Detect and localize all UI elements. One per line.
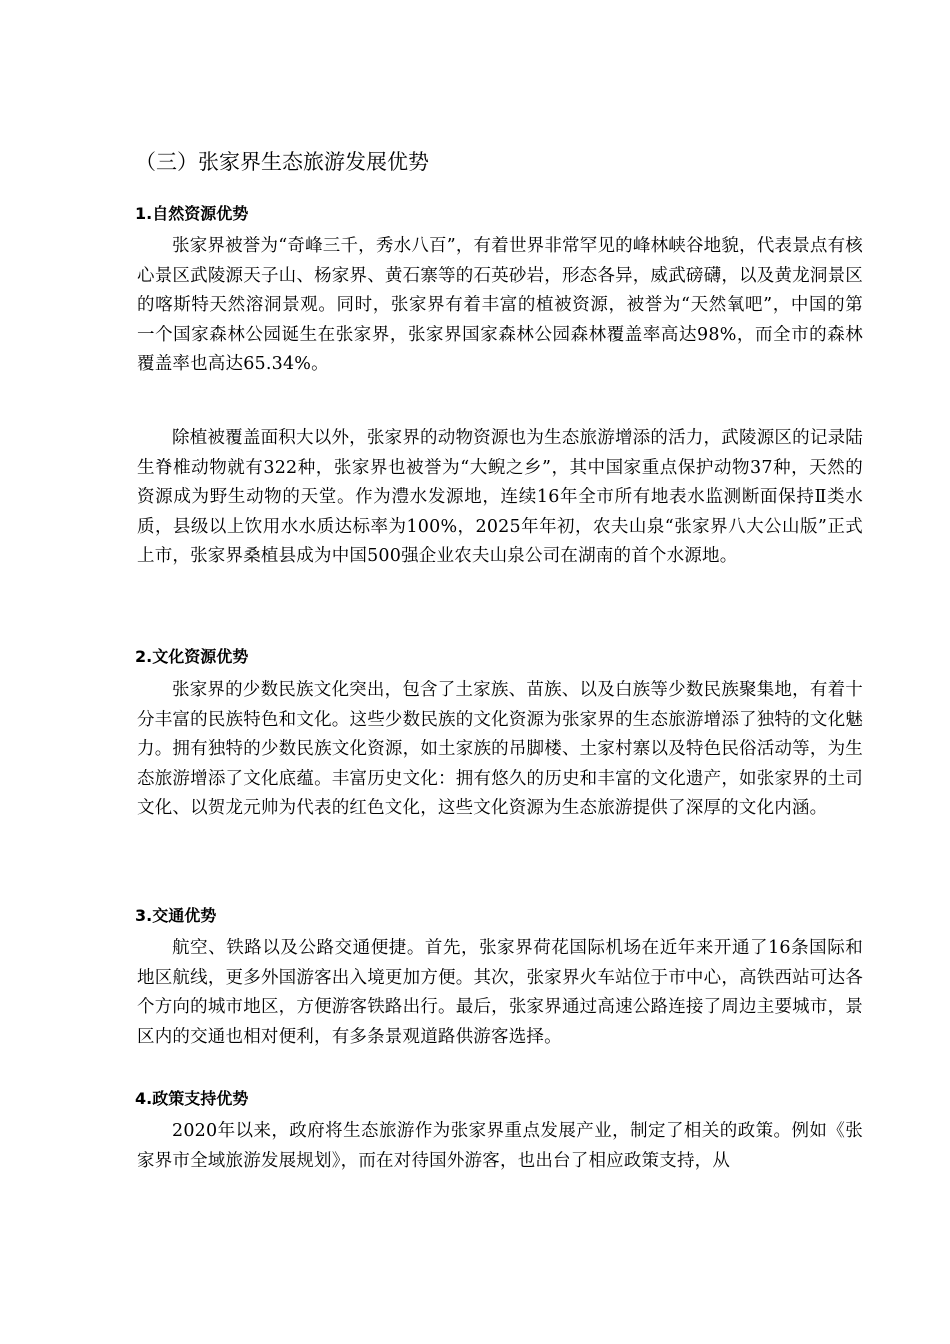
subsection-heading-cultural-resources: 2.文化资源优势 <box>135 647 249 666</box>
subsection-heading-transport: 3.交通优势 <box>135 906 217 925</box>
paragraph-transport: 航空、铁路以及公路交通便捷。首先，张家界荷花国际机场在近年来开通了16条国际和地区航线，更多外国游客出入境更加方便。其次，张家界火车站位于市中心，高铁西站可达各个方向的城市地区，方便游客铁路出行。最后，张家界通过高速公路连接了周边主要城市，景区内的交通也相对便利，有多条景观道路供游客选择。 <box>137 938 863 1047</box>
paragraph-natural-resources-2: 除植被覆盖面积大以外，张家界的动物资源也为生态旅游增添的活力，武陵源区的记录陆生脊椎动物就有322种，张家界也被誉为“大鲵之乡”，其中国家重点保护动物37种，天然的资源成为野生动物的天堂。作为澧水发源地，连续16年全市所有地表水监测断面保持Ⅱ类水质，县级以上饮用水水质达标率为100%，2025年年初，农夫山泉“张家界八大公山版”正式上市，张家界桑植县成为中国500强企业农夫山泉公司在湖南的首个水源地。 <box>137 428 863 567</box>
subsection-heading-policy: 4.政策支持优势 <box>135 1089 249 1108</box>
subsection-heading-natural-resources: 1.自然资源优势 <box>135 204 249 223</box>
section-title: （三）张家界生态旅游发展优势 <box>135 150 429 174</box>
paragraph-policy: 2020年以来，政府将生态旅游作为张家界重点发展产业，制定了相关的政策。例如《张家界市全域旅游发展规划》，而在对待国外游客，也出台了相应政策支持，从 <box>137 1121 863 1171</box>
paragraph-natural-resources-1: 张家界被誉为“奇峰三千，秀水八百”，有着世界非常罕见的峰林峡谷地貌，代表景点有核心景区武陵源天子山、杨家界、黄石寨等的石英砂岩，形态各异，威武磅礴，以及黄龙洞景区的喀斯特天然溶洞景观。同时，张家界有着丰富的植被资源，被誉为“天然氧吧”，中国的第一个国家森林公园诞生在张家界，张家界国家森林公园森林覆盖率高达98%，而全市的森林覆盖率也高达65.34%。 <box>137 236 863 375</box>
paragraph-cultural-resources: 张家界的少数民族文化突出，包含了土家族、苗族、以及白族等少数民族聚集地，有着十分丰富的民族特色和文化。这些少数民族的文化资源为张家界的生态旅游增添了独特的文化魅力。拥有独特的少数民族文化资源，如土家族的吊脚楼、土家村寨以及特色民俗活动等，为生态旅游增添了文化底蕴。丰富历史文化：拥有悠久的历史和丰富的文化遗产，如张家界的土司文化、以贺龙元帅为代表的红色文化，这些文化资源为生态旅游提供了深厚的文化内涵。 <box>137 680 863 819</box>
